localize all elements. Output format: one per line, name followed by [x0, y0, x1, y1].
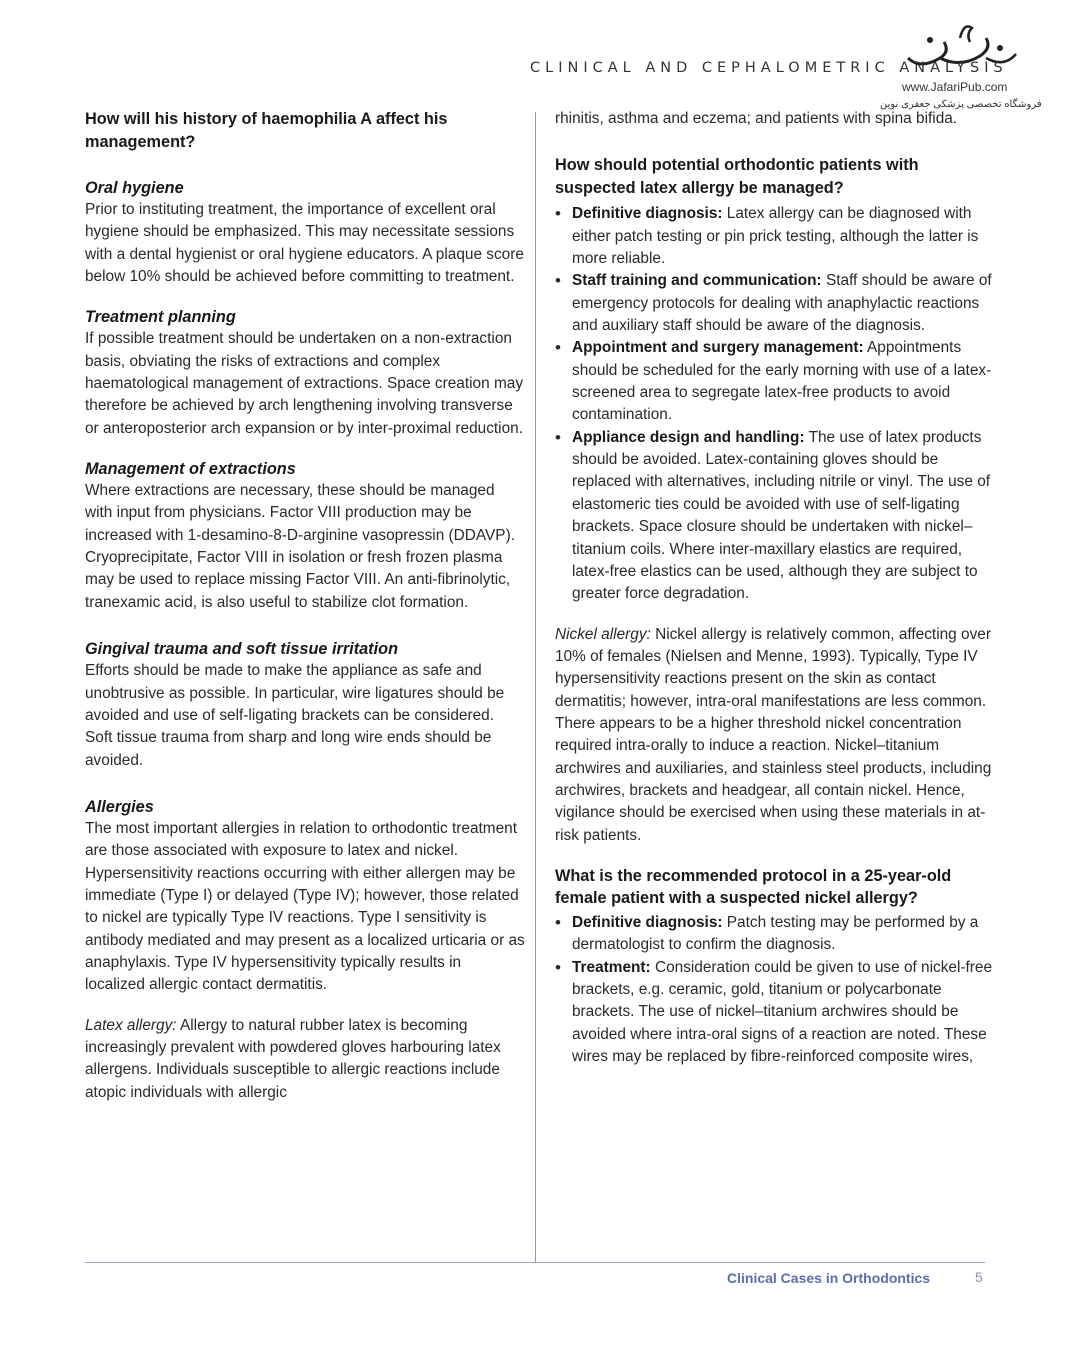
- bullet-label: Definitive diagnosis:: [572, 205, 723, 223]
- paragraph: The most important allergies in relation to orthodontic treatment are those associated with exposure to latex and nickel. Hypersensitivity reactions occurring with either allergen may be immediate (Type I) or delayed (Type IV); however, those related to nickel are typically Type IV reactions. Type I sensitivity is antibody mediated and may present as a localized urticaria or as anaphylaxis. Type IV hypersensitivity typically results in localized allergic contact dermatitis.: [85, 819, 525, 994]
- list-item: [555, 912, 995, 957]
- list-item: [555, 957, 995, 1069]
- bullet-text: Patch testing may be performed by a dermatologist to confirm the diagnosis.: [572, 913, 979, 954]
- running-head: CLINICAL AND CEPHALOMETRIC ANALYSIS: [530, 60, 1008, 76]
- question-heading: What is the recommended protocol in a 25-year-old female patient with a suspected nickel allergy?: [555, 866, 952, 908]
- list-item: [555, 203, 995, 270]
- paragraph: rhinitis, asthma and eczema; and patients with spina bifida.: [555, 110, 958, 127]
- run-in-heading: Nickel allergy:: [555, 625, 651, 643]
- paragraph: [85, 1015, 525, 1104]
- section-heading: Allergies: [85, 797, 154, 816]
- paragraph: [555, 624, 995, 847]
- bullet-label: Definitive diagnosis:: [572, 913, 723, 931]
- right-column: [555, 108, 995, 1068]
- page-number: 5: [975, 1269, 983, 1285]
- bullet-text: Latex allergy can be diagnosed with either patch testing or pin prick testing, although the latter is more reliable.: [572, 205, 979, 268]
- bullet-text: Consideration could be given to use of nickel-free brackets, e.g. ceramic, gold, titanium or polycarbonate brackets. The use of nickel–titanium archwires should be avoided where intra-oral signs of a reaction are noted. These wires may be replaced by fibre-reinforced composite wires,: [572, 958, 993, 1066]
- bullet-text: Appointments should be scheduled for the early morning with use of a latex-screened area to segregate latex-free products to avoid contamination.: [572, 339, 992, 424]
- footer-rule: [85, 1262, 985, 1263]
- list-item: [555, 270, 995, 337]
- bullet-label: Appointment and surgery management:: [572, 339, 864, 357]
- list-item: [555, 427, 995, 606]
- footer-book-title: Clinical Cases in Orthodontics: [727, 1270, 931, 1286]
- bullet-list: [555, 203, 995, 605]
- run-in-heading: Latex allergy:: [85, 1016, 177, 1034]
- question-heading: How will his history of haemophilia A affect his management?: [85, 110, 448, 151]
- left-column: [85, 108, 525, 1104]
- section-heading: Management of extractions: [85, 460, 296, 479]
- publisher-tagline: فروشگاه تخصصی پزشکی جعفری نوین: [880, 99, 1042, 110]
- bullet-text: Staff should be aware of emergency protocols for dealing with anaphylactic reactions and auxiliary staff should be aware of the diagnosis.: [572, 272, 992, 335]
- publisher-url: www.JafariPub.com: [902, 80, 1008, 94]
- section-heading: Oral hygiene: [85, 179, 184, 197]
- paragraph: Where extractions are necessary, these should be managed with input from physicians. Factor VIII production may be increased with 1-desamino-8-D-arginine vasopressin (DDAVP). Cryoprecipitate, Factor VIII in isolation or fresh frozen plasma may be used to replace missing Factor VIII. An anti-fibrinolytic, tranexamic acid, is also useful to stabilize clot formation.: [85, 482, 515, 611]
- bullet-text: The use of latex products should be avoided. Latex-containing gloves should be replaced with alternatives, including nitrile or vinyl. The use of elastomeric ties could be avoided with use of self-ligating brackets. Space closure should be undertaken with nickel–titanium coils. Where inter-maxillary elastics are required, latex-free elastics can be used, although they are subject to greater force degradation.: [572, 428, 991, 603]
- paragraph: If possible treatment should be undertaken on a non-extraction basis, obviating the risks of extractions and complex haematological management of extractions. Space creation may therefore be achieved by arch lengthening involving transverse or anteroposterior arch expansion or by inter-proximal reduction.: [85, 330, 524, 437]
- list-item: [555, 337, 995, 426]
- paragraph: Prior to instituting treatment, the importance of excellent oral hygiene should be emphasized. This may necessitate sessions with a dental hygienist or oral hygiene educators. A plaque score below 10% should be achieved before committing to treatment.: [85, 201, 524, 286]
- publisher-logo-mark: [900, 18, 1020, 78]
- publisher-logo: [880, 18, 1055, 118]
- section-heading: Gingival trauma and soft tissue irritation: [85, 640, 399, 659]
- bullet-label: Treatment:: [572, 958, 651, 976]
- column-divider: [535, 112, 536, 1262]
- bullet-label: Appliance design and handling:: [572, 428, 805, 446]
- bullet-label: Staff training and communication:: [572, 272, 822, 290]
- bullet-list: [555, 912, 995, 1068]
- paragraph: Efforts should be made to make the appliance as safe and unobtrusive as possible. In particular, wire ligatures should be avoided and use of self-ligating brackets can be considered. Soft tissue trauma from sharp and long wire ends should be avoided.: [85, 662, 505, 769]
- paragraph-text: Nickel allergy is relatively common, affecting over 10% of females (Nielsen and Menne, 1993). Typically, Type IV hypersensitivity reactions present on the skin as contact dermatitis; however, intra-oral manifestations are less common. There appears to be a higher threshold nickel concentration required intra-orally to induce a reaction. Nickel–titanium archwires and auxiliaries, and stainless steel products, including archwires, brackets and headgear, all contain nickel. Hence, vigilance should be exercised when using these materials in at-risk patients.: [555, 625, 992, 844]
- question-heading: How should potential orthodontic patients with suspected latex allergy be managed?: [555, 156, 919, 197]
- section-heading: Treatment planning: [85, 308, 236, 327]
- paragraph-text: Allergy to natural rubber latex is becoming increasingly prevalent with powdered gloves harbouring latex allergens. Individuals susceptible to allergic reactions include atopic individuals with allergic: [85, 1016, 501, 1101]
